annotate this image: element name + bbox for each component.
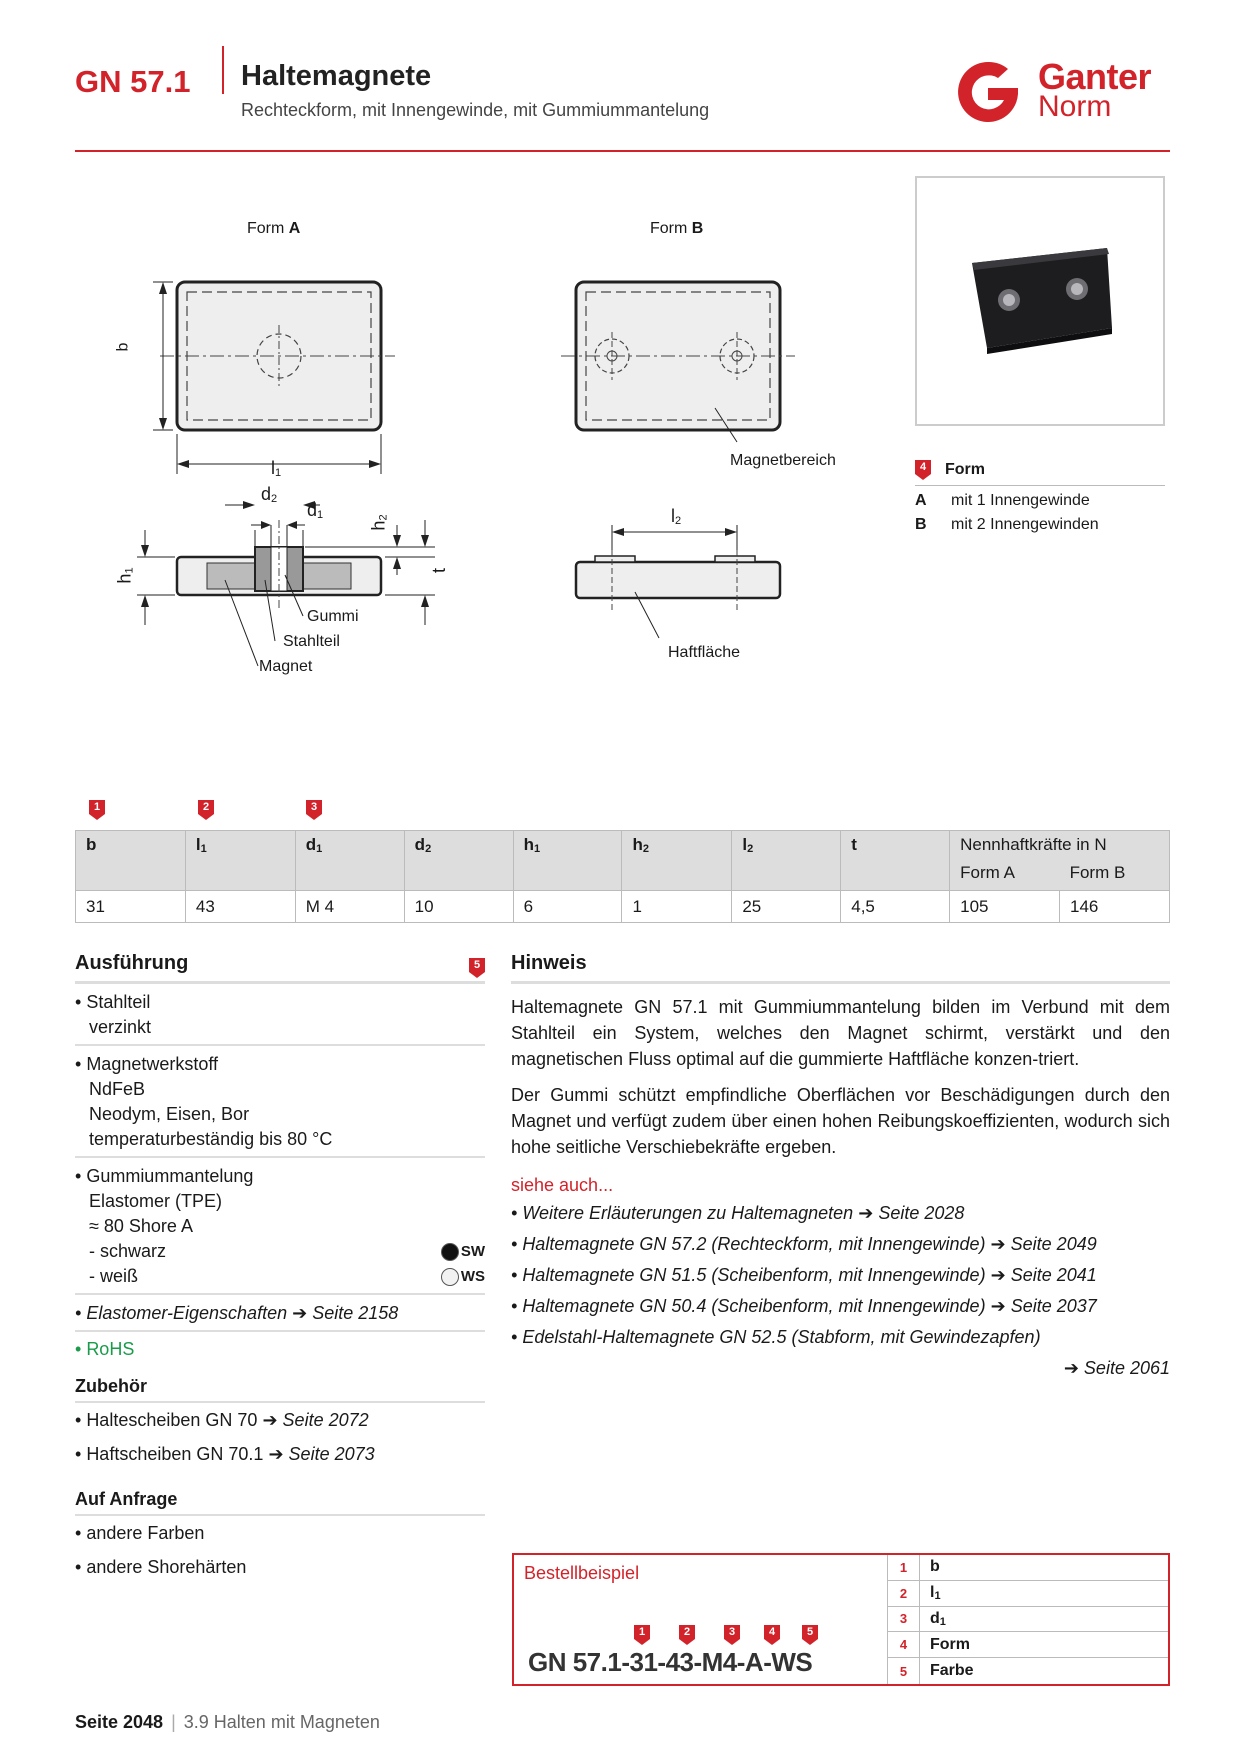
black-dot-icon bbox=[441, 1243, 459, 1261]
arrow-right-icon: ➔ bbox=[268, 1444, 284, 1464]
product-photo bbox=[915, 176, 1165, 426]
col-header-h1: $h_1$ bbox=[513, 831, 622, 891]
col-header-nennhaftkraefte: Nennhaftkräfte in N Form A Form B bbox=[950, 831, 1170, 891]
cell-l2: 25 bbox=[732, 891, 841, 923]
product-title: Haltemagnete bbox=[241, 60, 432, 92]
arrow-right-icon: ➔ bbox=[990, 1265, 1006, 1285]
hinweis-paragraph-1: Haltemagnete GN 57.1 mit Gummiummantelung bilden im Verbund mit dem Stahlteil ein System, welches den Magnet schirmt, verstärkt und den magnetischen Fluss optimal auf die gummierte Haftfläche konzen-triert. bbox=[511, 997, 1170, 1069]
dim-label-l2: $l_2$ bbox=[671, 506, 682, 527]
zubehoer-item[interactable]: • Haltescheiben GN 70 ➔ Seite 2072 bbox=[75, 1410, 369, 1430]
ausf-magnetwerkstoff: • Magnetwerkstoff NdFeB Neodym, Eisen, Bor temperaturbeständig bis 80 °C bbox=[75, 1046, 485, 1158]
form-legend bbox=[915, 458, 1165, 534]
form-legend-title: Form bbox=[945, 460, 985, 478]
ausf-gummiummantelung: • Gummiummantelung Elastomer (TPE) ≈ 80 Shore A - schwarz SW - weiß WS bbox=[75, 1158, 485, 1295]
drawing-lines bbox=[75, 180, 875, 770]
form-b-top-view bbox=[561, 282, 795, 442]
arrow-right-icon: ➔ bbox=[990, 1296, 1006, 1316]
badge-5: 5 bbox=[469, 958, 485, 978]
ausf-stahlteil: • Stahlteil verzinkt bbox=[75, 984, 485, 1046]
siehe-auch-label: siehe auch... bbox=[511, 1175, 614, 1195]
label-stahlteil: Stahlteil bbox=[283, 633, 340, 650]
color-option-weiss: - weiß WS bbox=[89, 1266, 485, 1286]
cell-d2: 10 bbox=[404, 891, 513, 923]
table-badges bbox=[75, 800, 1170, 826]
badge-3: 3 bbox=[306, 800, 322, 820]
cell-h2: 1 bbox=[622, 891, 732, 923]
hinweis-heading: Hinweis bbox=[511, 952, 1170, 984]
order-badges bbox=[634, 1625, 834, 1647]
right-column bbox=[511, 952, 1170, 1384]
zubehoer-item[interactable]: • Haftscheiben GN 70.1 ➔ Seite 2073 bbox=[75, 1444, 375, 1464]
order-example-title: Bestellbeispiel bbox=[524, 1563, 640, 1583]
anfrage-item: • andere Shorehärten bbox=[75, 1557, 247, 1577]
see-also-link[interactable]: • Haltemagnete GN 50.4 (Scheibenform, mit Innengewinde) ➔ Seite 2037 bbox=[511, 1296, 1097, 1316]
arrow-right-icon: ➔ bbox=[292, 1303, 308, 1323]
dim-label-l1: $l_1$ bbox=[271, 458, 282, 479]
col-header-d2: $d_2$ bbox=[404, 831, 513, 891]
page-number: Seite 2048 bbox=[75, 1712, 164, 1732]
dimensions-table bbox=[75, 830, 1170, 923]
badge-2: 2 bbox=[198, 800, 214, 820]
badge-1: 1 bbox=[89, 800, 105, 820]
table-header-row bbox=[76, 831, 1170, 891]
product-subtitle: Rechteckform, mit Innengewinde, mit Gummiummantelung bbox=[241, 100, 710, 120]
dim-label-b: b bbox=[114, 342, 132, 352]
col-header-t: t bbox=[841, 831, 950, 891]
order-code: GN 57.1-31-43-M4-A-WS bbox=[528, 1647, 813, 1677]
see-also-link[interactable]: • Edelstahl-Haltemagnete GN 52.5 (Stabform, mit Gewindezapfen) ➔ Seite 2061 bbox=[511, 1327, 1170, 1378]
logo-text-norm: Norm bbox=[1038, 90, 1112, 123]
color-option-schwarz: - schwarz SW bbox=[89, 1241, 485, 1261]
form-legend-row-b: B mit 2 Innengewinden bbox=[915, 516, 1099, 533]
see-also-link[interactable]: • Haltemagnete GN 57.2 (Rechteckform, mit Innengewinde) ➔ Seite 2049 bbox=[511, 1234, 1097, 1254]
col-header-d1: $d_1$ bbox=[295, 831, 404, 891]
order-legend-row: 4 Form bbox=[888, 1632, 1168, 1658]
see-also-link[interactable]: • Haltemagnete GN 51.5 (Scheibenform, mit Innengewinde) ➔ Seite 2041 bbox=[511, 1265, 1097, 1285]
ausfuehrung-heading: Ausführung 5 bbox=[75, 952, 485, 984]
product-code: GN 57.1 bbox=[75, 64, 191, 99]
footer-separator: | bbox=[171, 1712, 176, 1732]
order-legend-row: 1 b bbox=[888, 1555, 1168, 1581]
label-gummi: Gummi bbox=[307, 608, 359, 625]
hinweis-paragraph-2: Der Gummi schützt empfindliche Oberflächen vor Beschädigungen durch den Magnet und verfügt zudem über einen hohen Reibungskoeffizienten, wodurch sich hohe seitliche Verschiebekräfte ergeben. bbox=[511, 1085, 1170, 1157]
col-header-l1: $l_1$ bbox=[185, 831, 295, 891]
order-legend bbox=[887, 1555, 1168, 1684]
arrow-right-icon: ➔ bbox=[262, 1410, 278, 1430]
chapter-name: 3.9 Halten mit Magneten bbox=[183, 1712, 380, 1732]
cell-t: 4,5 bbox=[841, 891, 950, 923]
col-header-l2: $l_2$ bbox=[732, 831, 841, 891]
form-legend-row-a: A mit 1 Innengewinde bbox=[915, 492, 1090, 509]
form-a-top-view bbox=[153, 282, 395, 474]
cell-h1: 6 bbox=[513, 891, 622, 923]
label-magnetbereich: Magnetbereich bbox=[730, 452, 836, 469]
zubehoer-heading: Zubehör bbox=[75, 1376, 485, 1403]
dim-label-h2: $h_2$ bbox=[368, 514, 390, 531]
page-footer bbox=[75, 1712, 380, 1733]
badge-4: 4 bbox=[915, 460, 931, 480]
form-a-title: Form A bbox=[247, 220, 301, 237]
col-header-h2: $h_2$ bbox=[622, 831, 732, 891]
dim-label-d1: $d_1$ bbox=[307, 500, 324, 521]
order-badge-5: 5 bbox=[802, 1625, 818, 1645]
table-row bbox=[76, 891, 1170, 923]
logo-text-ganter: Ganter bbox=[1038, 56, 1152, 97]
col-header-form-b: Form B bbox=[1069, 863, 1126, 882]
page-header bbox=[75, 42, 1170, 152]
order-legend-row: 3 $d_1$ bbox=[888, 1607, 1168, 1633]
white-dot-icon bbox=[441, 1268, 459, 1286]
dim-label-h1: $h_1$ bbox=[114, 567, 136, 584]
dim-label-t: t bbox=[429, 567, 450, 574]
form-b-title: Form B bbox=[650, 220, 704, 237]
cell-form-b: 146 bbox=[1060, 891, 1170, 923]
label-haftflaeche: Haftfläche bbox=[668, 644, 741, 661]
order-legend-row: 5 Farbe bbox=[888, 1658, 1168, 1684]
ausf-rohs: • RoHS bbox=[75, 1339, 135, 1359]
order-badge-2: 2 bbox=[679, 1625, 695, 1645]
cell-d1: M 4 bbox=[295, 891, 404, 923]
form-legend-header bbox=[915, 458, 1165, 486]
arrow-right-icon: ➔ bbox=[1063, 1358, 1079, 1378]
anfrage-heading: Auf Anfrage bbox=[75, 1489, 485, 1516]
order-badge-1: 1 bbox=[634, 1625, 650, 1645]
see-also-link[interactable]: • Weitere Erläuterungen zu Haltemagneten ➔ Seite 2028 bbox=[511, 1203, 965, 1223]
arrow-right-icon: ➔ bbox=[858, 1203, 874, 1223]
cell-l1: 43 bbox=[185, 891, 295, 923]
label-magnet: Magnet bbox=[259, 658, 313, 675]
arrow-right-icon: ➔ bbox=[990, 1234, 1006, 1254]
header-divider bbox=[222, 46, 224, 94]
ausf-elastomer-link[interactable]: • Elastomer-Eigenschaften ➔ Seite 2158 bbox=[75, 1295, 485, 1332]
cell-b: 31 bbox=[76, 891, 186, 923]
form-b-side-view bbox=[576, 525, 780, 638]
left-column bbox=[75, 952, 485, 1584]
magnet-photo-illustration bbox=[917, 178, 1163, 424]
order-example-box bbox=[512, 1553, 1170, 1686]
dim-label-d2: $d_2$ bbox=[261, 484, 278, 505]
ganter-norm-logo bbox=[950, 56, 1170, 126]
col-header-form-a: Form A bbox=[960, 863, 1015, 882]
technical-drawings bbox=[75, 180, 875, 770]
order-example-left bbox=[514, 1555, 887, 1684]
order-badge-4: 4 bbox=[764, 1625, 780, 1645]
order-legend-row: 2 $l_1$ bbox=[888, 1581, 1168, 1607]
cell-form-a: 105 bbox=[950, 891, 1060, 923]
order-badge-3: 3 bbox=[724, 1625, 740, 1645]
col-header-b: b bbox=[76, 831, 186, 891]
anfrage-item: • andere Farben bbox=[75, 1523, 205, 1543]
ganter-logo-icon bbox=[950, 58, 1026, 128]
